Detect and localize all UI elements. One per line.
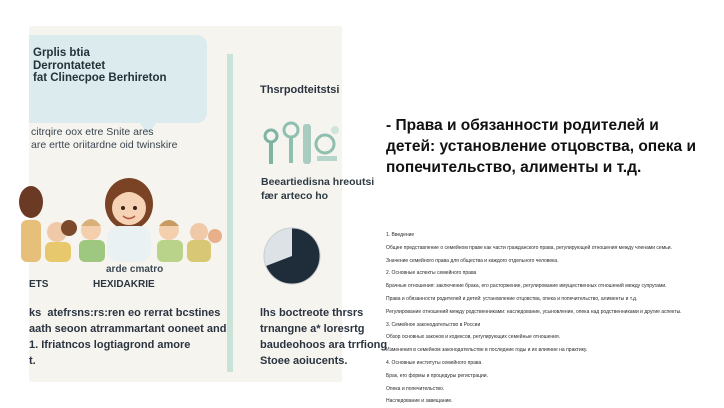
illustration-bottom-right-text: lhs boctreote thrsrs trnangne a* loresrtg baudeohoos ara trrfiong Stoee aoiucents. [260,307,388,367]
illustration-left-caption: citrqire oox etre Snite ares are ertte oriitardne oid twinskire [31,126,178,151]
contents-item: Изменения в семейном законодательстве в последние годы и их влияние на практику. [386,347,588,354]
illustration-right-header: Thsrpodteitstsi [260,84,340,96]
contents-item: 3. Семейное законодательство в России [386,321,481,328]
contents-item: Права и обязанности родителей и детей: установление отцовства, опека и попечительство, алименты и т.д. [386,295,638,302]
contents-item: Регулирование отношений между родственниками: наследование, усыновление, опека над родственниками и другие аспекты. [386,308,682,315]
speech-bubble-text: Grplis btia Derrontatetet fat Clinecpoe Berhireton [33,47,167,84]
contents-item: Опека и попечительство. [386,385,445,392]
contents-item: Брак, его формы и процедуры регистрации. [386,372,488,379]
contents-item: Значение семейного права для общества и каждого отдельного человека. [386,257,559,264]
left-cut-label: ETS [29,279,49,290]
people-caption-top: arde cmatro [106,264,164,275]
contents-item: Общее представление о семейном праве как части гражданского права, регулирующей отношения между членами семьи. [386,244,672,251]
contents-item: Брачные отношения: заключение брака, его расторжение, регулирование имущественных отношений между супругами. [386,283,667,290]
pie-chart-image [260,224,324,288]
tools-icon [261,114,343,176]
contents-item: 2. Основные аспекты семейного права [386,270,477,277]
people-caption-main: HEXIDAKRIE [93,279,155,290]
illustration-divider [227,54,233,372]
illustration [29,26,388,382]
contents-item: Обзор основных законов и кодексов, регулирующих семейные отношения. [386,334,561,341]
contents-item: 4. Основные институты семейного права [386,359,482,366]
illustration-right-caption: Beeartiedisna hreoutsi fær arteco ho [261,176,375,202]
contents-list [386,229,716,408]
contents-item: 1. Введение [386,232,415,238]
family-figures-image [29,166,225,262]
speech-bubble [29,35,207,123]
contents-item: Наследование и завещание. [386,398,453,405]
slide-heading: - Права и обязанности родителей и детей: установление отцовства, опека и попечительство, алименты и т.д. [386,117,697,176]
illustration-bottom-left-text: ks atefrsns:rs:ren eo rerrat bcstines aath seoon atrrammartant ooneet and 1. Ifriatncos logtiagrond amore t. [29,307,227,367]
